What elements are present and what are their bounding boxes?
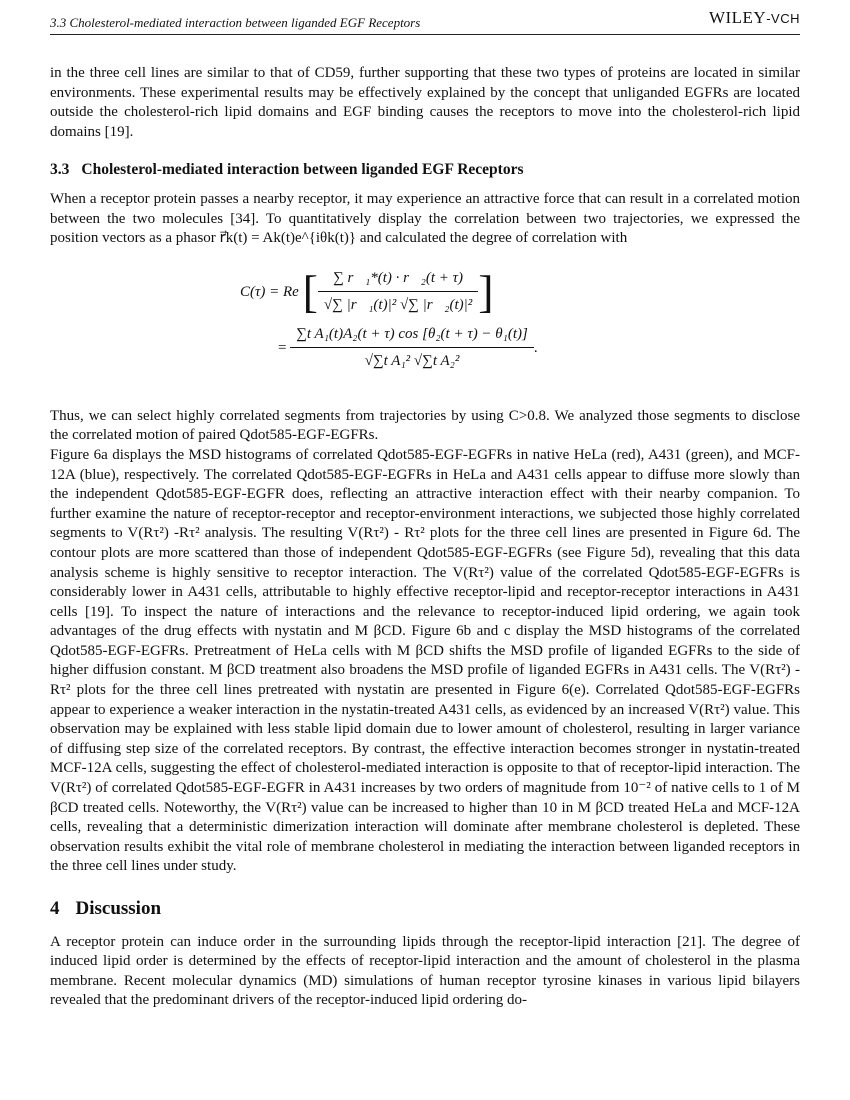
section-title: Discussion — [75, 898, 162, 919]
equation-line-1 — [240, 266, 494, 318]
section-number: 4 — [50, 898, 60, 919]
running-title: 3.3 Cholesterol-mediated interaction between liganded EGF Receptors — [50, 15, 421, 30]
equation-period: . — [533, 339, 538, 356]
publisher-logo — [709, 8, 800, 28]
page-body — [50, 64, 800, 1011]
numerator-2: ∑t A₁(t)A₂(t + τ) cos [θ₂(t + τ) − θ₁(t)] — [290, 325, 534, 349]
section-number: 3.3 — [50, 161, 70, 179]
paragraph-discussion: A receptor protein can induce order in the surrounding lipids through the receptor-lipid interaction [21]. The degree of induced lipid order is determined by the effects of receptor-lipid interaction and the amount of cholesterol in the plasma membrane. Recent molecular dynamics (MD) simulations of human receptor tyrosine kinases in various lipid bilayers revealed that the predominant drivers of the receptor-induced lipid ordering do- — [50, 933, 800, 1009]
paragraph-correlation: When a receptor protein passes a nearby receptor, it may experience an attractive force that can result in a correlated motion between the two molecules [34]. To quantitatively display the correlation between two trajectories, we expressed the position vectors as a phasor r⃗k(t) = Ak(t)e^{iθk(t)} and calculated the degree of correlation with — [50, 190, 800, 247]
denominator-2: √∑t A₁² √∑t A₂² — [364, 353, 460, 370]
section-title: Cholesterol-mediated interaction between liganded EGF Receptors — [81, 161, 524, 179]
section-heading-4 — [50, 899, 800, 919]
fraction-2 — [290, 325, 534, 372]
equals-sign: = — [278, 339, 287, 356]
correlation-equation — [50, 253, 800, 401]
equation-line-2 — [278, 325, 538, 372]
paragraph-threshold: Thus, we can select highly correlated segments from trajectories by using C>0.8. We analyzed those segments to disclose the correlated motion of paired Qdot585-EGF-EGFRs. — [50, 407, 800, 444]
running-head — [50, 10, 800, 35]
paragraph-figure6: Figure 6a displays the MSD histograms of correlated Qdot585-EGF-EGFRs in native HeLa (red), A431 (green), and MCF-12A (blue), respectively. The correlated Qdot585-EGF-EGFRs in HeLa and A431 cells appear to diffuse more slowly than the independent Qdot585-EGF-EGFR does, reflecting an attractive interaction effect with their nearby companion. To further examine the nature of receptor-receptor and receptor-environment interactions, we subjected those highly correlated segments to V(Rτ²) -Rτ² analysis. The resulting V(Rτ²) - Rτ² plots for the three cell lines are presented in Figure 6d. The contour plots are more scattered than those of independent Qdot585-EGF-EGFRs (see Figure 5d), revealing that this data analysis scheme is highly sensitive to receptor interaction. The V(Rτ²) value of the correlated Qdot585-EGF-EGFRs is considerably lower in A431 cells, attributable to highly effective receptor-lipid and receptor-receptor interactions in A431 cells [19]. To inspect the nature of interactions and the relevance to receptor-induced lipid ordering, we again took advantages of the drug effects with nystatin and M βCD. Figure 6b and c display the MSD histograms of the correlated Qdot585-EGF-EGFRs. Pretreatment of HeLa cells with M βCD shifts the MSD profile of liganded EGFRs to the side of higher diffusion constant. M βCD treatment also broadens the MSD profile of liganded EGFRs in A431 cells. The V(Rτ²) -Rτ² plots for the three cell lines pretreated with nystatin are presented in Figure 6(e). Correlated Qdot585-EGF-EGFRs appear to experience a weaker interaction in the nystatin-treated A431 cells, as evidenced by an increased V(Rτ²) value. This observation may be explained with less stable lipid domain due to lower amount of cholesterol, resulting in larger variance of diffusing step size of the correlated receptors. By contrast, the effective interaction becomes stronger in nystatin-treated MCF-12A cells, suggesting the effect of cholesterol-mediated interaction is opposite to that of receptor-lipid interaction. The V(Rτ²) of correlated Qdot585-EGF-EGFR in A431 increases by two orders of magnitude from 10⁻² of native cells to 1 of M βCD treated cells. Noteworthy, the V(Rτ²) value can be increased to higher than 10 in M βCD treated HeLa and MCF-12A cells, revealing that a deterministic dimerization interaction will dominate after membrane cholesterol is depleted. These observation results exhibit the vital role of membrane cholesterol in mediating the interaction between liganded receptors in the three cell lines under study. — [50, 446, 800, 875]
fraction-1 — [318, 269, 478, 316]
publisher-main: WILEY — [708, 8, 767, 27]
right-bracket: ] — [478, 266, 494, 318]
section-heading-3-3 — [50, 160, 800, 180]
denominator-1: √∑ |r⃗₁(t)|² √∑ |r⃗₂(t)|² — [323, 297, 473, 314]
paragraph-intro: in the three cell lines are similar to that of CD59, further supporting that these two types of proteins are located in similar environments. These experimental results may be effectively explained by the concept that unliganded EGFRs are located outside the cholesterol-rich lipid domains and EGF binding causes the receptors to move into the cholesterol-rich lipid domains [19]. — [50, 65, 800, 140]
equation-lhs: C(τ) = Re — [240, 283, 299, 300]
left-bracket: [ — [302, 266, 318, 318]
numerator-1: ∑ r⃗₁*(t) · r⃗₂(t + τ) — [318, 269, 478, 293]
publisher-small: -VCH — [766, 11, 800, 26]
